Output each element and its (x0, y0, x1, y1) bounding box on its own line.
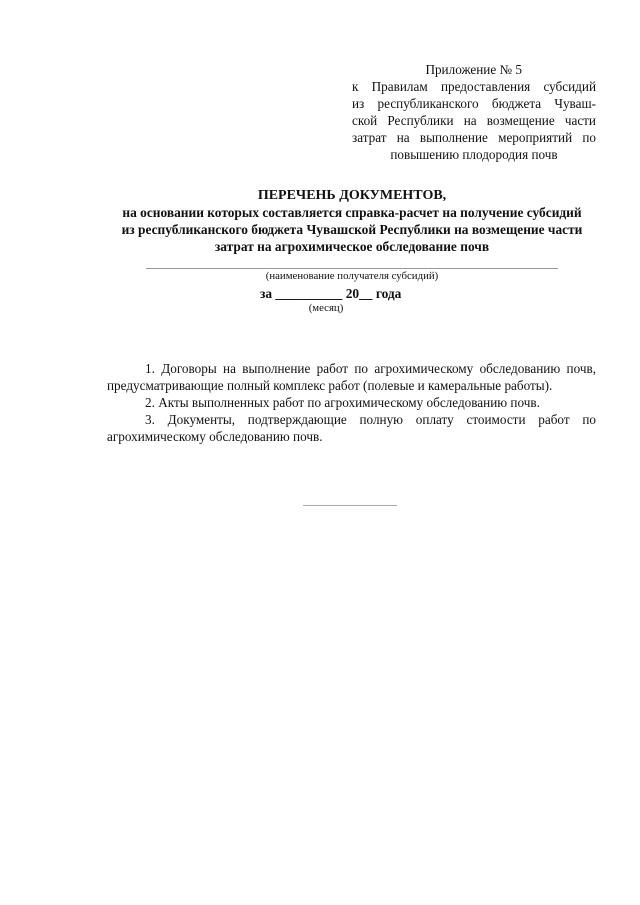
appendix-line: повышению плодородия почв (390, 147, 558, 162)
month-caption: (месяц) (308, 302, 344, 314)
documents-list (107, 360, 596, 445)
title-line: из республиканского бюджета Чувашской Республики на возмещение части (121, 222, 583, 237)
title-line: на основании которых составляется справка-расчет на получение субсидий (122, 205, 582, 220)
appendix-line: затрат на выполнение мероприятий по (352, 130, 596, 145)
list-item: 1. Договоры на выполнение работ по агрохимическому обследованию почв, предусматривающие полный комплекс работ (полевые и камеральные работы). (107, 361, 596, 393)
recipient-caption: (наименование получателя субсидий) (265, 270, 439, 282)
appendix-line: из республиканского бюджета Чуваш- (352, 96, 596, 111)
list-item: 2. Акты выполненных работ по агрохимическому обследованию почв. (145, 395, 540, 410)
appendix-number: Приложение № 5 (425, 62, 522, 77)
period-line: за __________ 20__ года (260, 286, 402, 301)
appendix-line: ской Республики на возмещение части (352, 113, 596, 128)
list-item: 3. Документы, подтверждающие полную оплату стоимости работ по агрохимическому обследованию почв. (107, 412, 596, 444)
title-main: ПЕРЕЧЕНЬ ДОКУМЕНТОВ, (257, 188, 447, 203)
appendix-line: к Правилам предоставления субсидий (352, 79, 596, 94)
title-line: затрат на агрохимическое обследование почв (214, 239, 490, 254)
end-divider (303, 505, 397, 506)
appendix-header (352, 61, 596, 163)
recipient-underline (146, 268, 558, 269)
document-title (100, 187, 604, 255)
